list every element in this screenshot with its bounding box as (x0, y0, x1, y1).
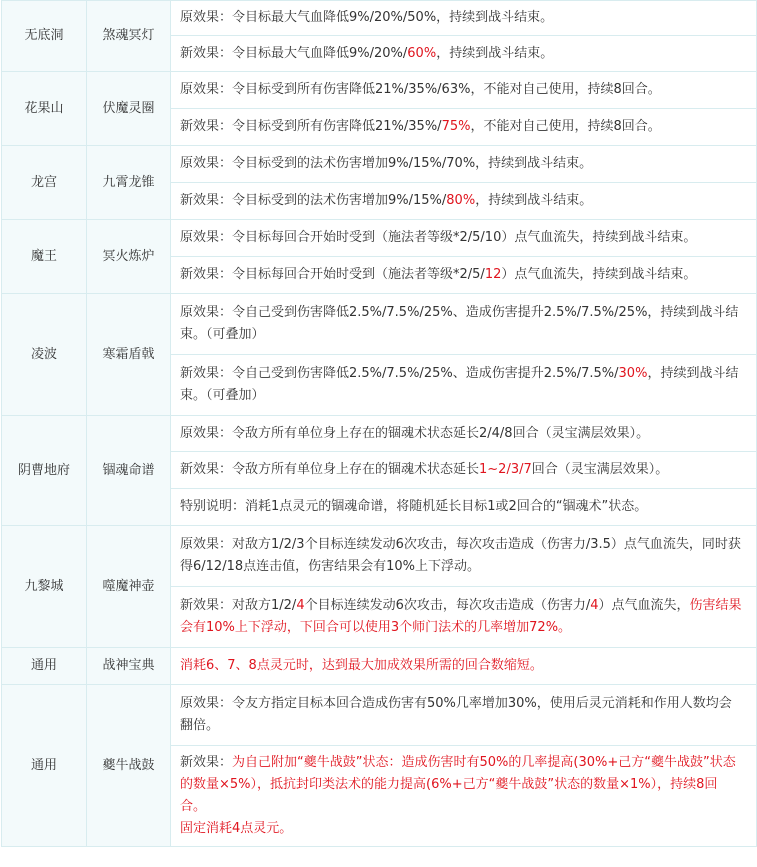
table-row (2, 526, 757, 587)
effect-cell (171, 1, 757, 36)
effect-cell (171, 526, 757, 587)
effect-text: ）点气血流失， (598, 598, 690, 613)
effect-cell (171, 746, 757, 847)
effect-text: ，持续到战斗结束。（可叠加） (180, 366, 739, 403)
effect-text: 特别说明：消耗1点灵元的锢魂命谱，将随机延长目标1或2回合的“锢魂术”状态。 (180, 499, 648, 514)
effect-cell (171, 685, 757, 746)
effect-cell (171, 36, 757, 72)
effect-cell (171, 109, 757, 146)
item-cell: 伏魔灵圈 (87, 72, 171, 146)
school-cell: 阴曹地府 (2, 416, 87, 526)
effect-text: 回合（灵宝满层效果）。 (531, 462, 669, 477)
school-cell: 龙宫 (2, 146, 87, 220)
school-cell: 魔王 (2, 220, 87, 294)
school-cell: 通用 (2, 685, 87, 847)
effect-text: 新效果：令目标最大气血降低9%/20%/ (180, 45, 408, 61)
item-cell: 煞魂冥灯 (87, 1, 171, 72)
effect-text: 原效果：令目标最大气血降低9%/20%/50%，持续到战斗结束。 (180, 10, 554, 25)
school-cell: 无底洞 (2, 1, 87, 72)
effect-text: ）点气血流失，持续到战斗结束。 (501, 267, 697, 282)
effect-cell (171, 294, 757, 355)
item-cell: 九霄龙锥 (87, 146, 171, 220)
effect-text: 新效果：令目标受到所有伤害降低21%/35%/ (180, 119, 442, 134)
skill-effects-table (1, 0, 757, 847)
highlight-text: 30% (618, 366, 648, 381)
effect-text: 原效果：令目标受到所有伤害降低21%/35%/63%，不能对自己使用，持续8回合。 (180, 82, 661, 97)
school-cell: 花果山 (2, 72, 87, 146)
item-cell: 战神宝典 (87, 648, 171, 685)
effect-text: 新效果：对敌方1/2/ (180, 598, 297, 613)
highlight-text: 80% (446, 193, 476, 208)
effect-text: ，持续到战斗结束。 (436, 45, 554, 61)
effect-cell (171, 257, 757, 294)
item-cell: 噬魔神壶 (87, 526, 171, 648)
table-row (2, 648, 757, 685)
effect-text: 新效果： (180, 755, 233, 770)
highlight-text: 4 (590, 598, 599, 613)
effect-text: 原效果：令目标每回合开始时受到（施法者等级*2/5/10）点气血流失，持续到战斗结束。 (180, 230, 697, 245)
highlight-text: 消耗6、7、8点灵元时，达到最大加成效果所需的回合数缩短。 (180, 658, 543, 673)
effect-text: 新效果：令目标受到的法术伤害增加9%/15%/ (180, 193, 447, 208)
item-cell: 锢魂命谱 (87, 416, 171, 526)
table-row (2, 685, 757, 746)
effect-text: 原效果：令目标受到的法术伤害增加9%/15%/70%，持续到战斗结束。 (180, 156, 593, 171)
effect-cell (171, 416, 757, 452)
effect-cell (171, 648, 757, 685)
effect-text: 原效果：对敌方1/2/3个目标连续发动6次攻击，每次攻击造成（伤害力/3.5）点气血流失，同时获得6/12/18点连击值，伤害结果会有10%上下浮动。 (180, 537, 741, 574)
table-row (2, 72, 757, 109)
effect-cell (171, 355, 757, 416)
table-row (2, 294, 757, 355)
school-cell: 九黎城 (2, 526, 87, 648)
highlight-text: 75% (441, 119, 471, 134)
item-cell: 寒霜盾戟 (87, 294, 171, 416)
effect-cell (171, 220, 757, 257)
highlight-text: 伤害结果会有10%上下浮动，下回合可以使用3个师门法术的几率增加72%。 (180, 598, 742, 635)
school-cell: 通用 (2, 648, 87, 685)
effect-text: 新效果：令目标每回合开始时受到（施法者等级*2/5/ (180, 267, 485, 282)
table-row (2, 220, 757, 257)
effect-text: ，持续到战斗结束。 (475, 193, 593, 208)
table-row (2, 146, 757, 183)
effect-text: 原效果：令自己受到伤害降低2.5%/7.5%/25%、造成伤害提升2.5%/7.5%/25%，持续到战斗结束。（可叠加） (180, 305, 739, 342)
item-cell: 夔牛战鼓 (87, 685, 171, 847)
highlight-text: 4 (296, 598, 305, 613)
effect-text: 个目标连续发动6次攻击，每次攻击造成（伤害力/ (304, 598, 591, 613)
effect-cell (171, 146, 757, 183)
item-cell: 冥火炼炉 (87, 220, 171, 294)
effect-text: ，不能对自己使用，持续8回合。 (470, 119, 661, 134)
school-cell: 凌波 (2, 294, 87, 416)
highlight-text: 为自己附加“夔牛战鼓”状态：造成伤害时有50%的几率提高(30%+己方“夔牛战鼓”状态的数量×5%），抵抗封印类法术的能力提高(6%+己方“夔牛战鼓”状态的数量×1%），持续8回合。 (180, 755, 736, 814)
effect-text: 原效果：令敌方所有单位身上存在的锢魂术状态延长2/4/8回合（灵宝满层效果）。 (180, 425, 650, 441)
effect-cell (171, 489, 757, 526)
effect-cell (171, 452, 757, 489)
highlight-text: 60% (407, 45, 437, 61)
table-row (2, 1, 757, 36)
highlight-text: 1~2/3/7 (479, 462, 532, 477)
highlight-text: 12 (484, 267, 502, 282)
table-row (2, 416, 757, 452)
effect-text: 新效果：令自己受到伤害降低2.5%/7.5%/25%、造成伤害提升2.5%/7.5%/ (180, 366, 619, 381)
effect-cell (171, 183, 757, 220)
effect-text: 新效果：令敌方所有单位身上存在的锢魂术状态延长 (180, 462, 480, 477)
effect-text: 原效果：令友方指定目标本回合造成伤害有50%几率增加30%，使用后灵元消耗和作用人数均会翻倍。 (180, 696, 732, 733)
highlight-text: 固定消耗4点灵元。 (180, 821, 293, 836)
effect-cell (171, 72, 757, 109)
table-body (2, 1, 757, 847)
effect-cell (171, 587, 757, 648)
